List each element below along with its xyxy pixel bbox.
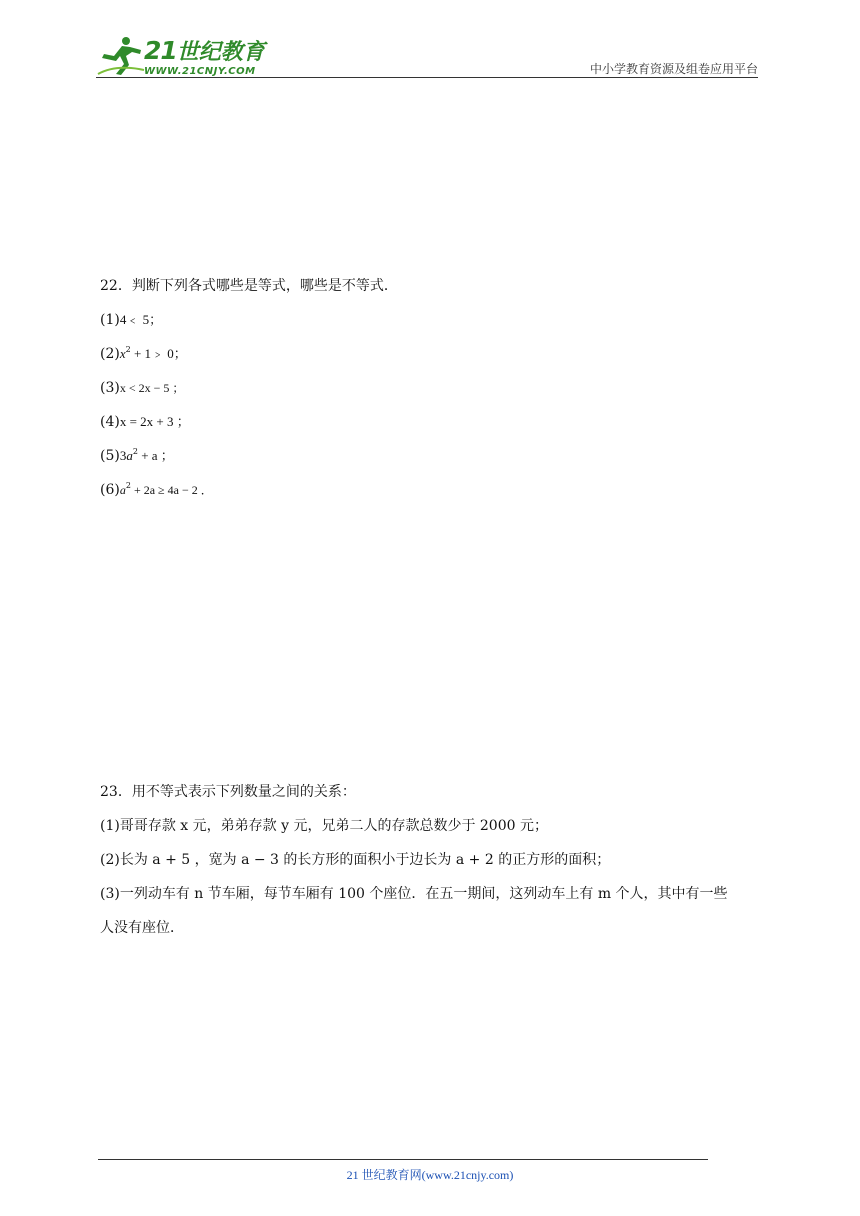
site-title: 中小学教育资源及组卷应用平台 [589, 62, 758, 76]
footer-divider [98, 1159, 708, 1160]
logo-brand: 21世纪教育 [144, 36, 265, 65]
q23-item-1: (1)哥哥存款 x 元，弟弟存款 y 元，兄弟二人的存款总数少于 2000 元； [100, 818, 548, 834]
q22-title: 22．判断下列各式哪些是等式，哪些是不等式． [100, 278, 398, 294]
q23-item-3-continued: 人没有座位． [100, 920, 184, 936]
footer-link[interactable]: 21 世纪教育网(www.21cnjy.com) [346, 1168, 514, 1182]
q22-item-6: $(6)a^2 + 2a \ge 4a - 2$ ． [100, 481, 213, 498]
header-divider [96, 77, 758, 78]
q23-item-3: (3)一列动车有 n 节车厢，每节车厢有 100 个座位．在五一期间，这列动车上有 m 个人，其中有一些 [100, 886, 728, 902]
q22-item-3: (3)x < 2x − 5 ； [100, 380, 185, 396]
q22-item-2: $(2)x^2$ + 1﹥ 0； [100, 345, 187, 362]
runner-logo-icon [96, 34, 146, 78]
q22-item-1: (1)4﹤ 5； [100, 312, 163, 328]
q22-item-4: (4)x = 2x + 3 ； [100, 414, 190, 430]
logo-url: WWW.21CNJY.COM [144, 66, 256, 77]
q22-item-5: $(5)3a^2 + a$ ； [100, 447, 174, 464]
q23-title: 23．用不等式表示下列数量之间的关系： [100, 784, 356, 800]
q23-item-2: (2)长为 a + 5 ，宽为 a − 3 的长方形的面积小于边长为 a + 2 的正方形的面积； [100, 852, 611, 868]
site-logo [96, 34, 266, 80]
